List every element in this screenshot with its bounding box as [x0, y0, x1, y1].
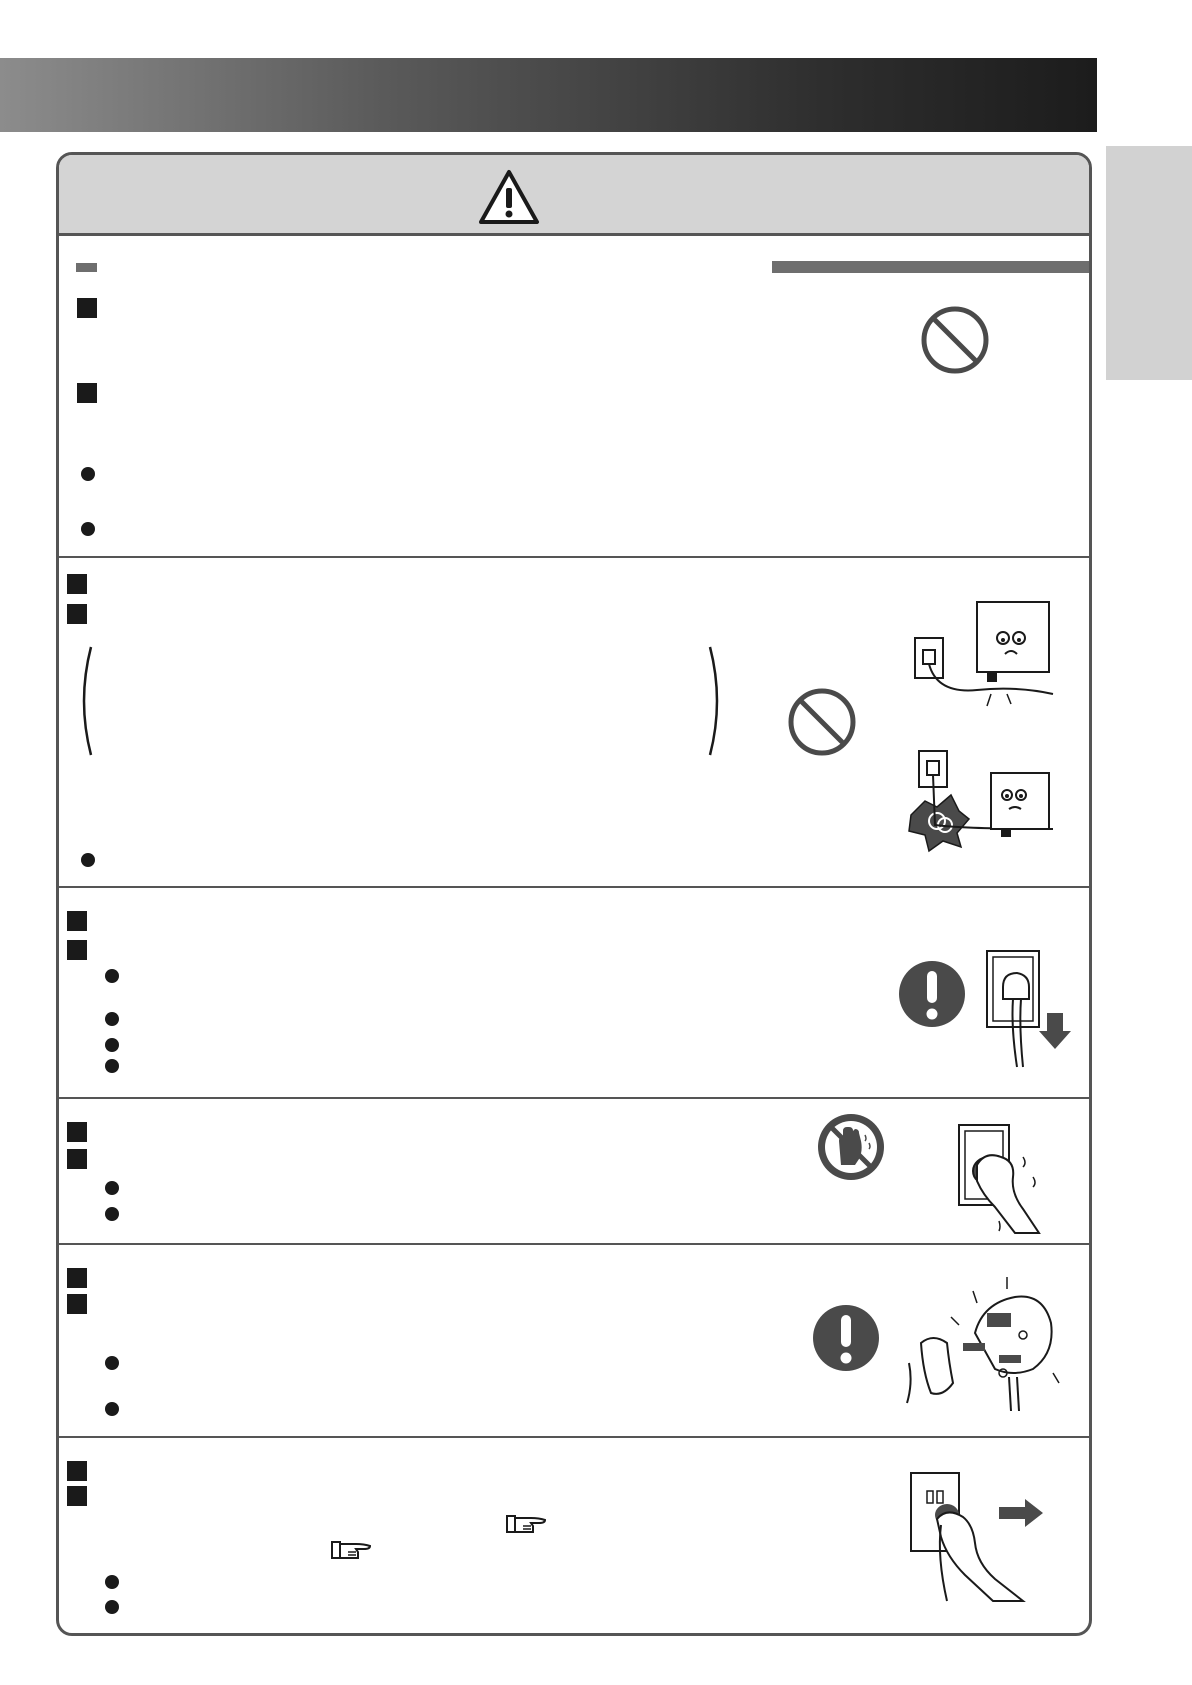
pointing-hand-icon [505, 1512, 547, 1536]
item-bullet-square [77, 383, 97, 403]
section-divider [59, 1243, 1089, 1245]
item-bullet-square [67, 574, 87, 594]
section-heading-bar [772, 261, 1090, 273]
section-marker [76, 263, 97, 272]
note-bullet-dot [105, 1012, 119, 1026]
note-bullet-dot [105, 1207, 119, 1221]
section-divider [59, 1097, 1089, 1099]
note-bullet-dot [81, 467, 95, 481]
page-header-bar [0, 58, 1097, 132]
item-bullet-square [67, 1149, 87, 1169]
note-bullet-dot [81, 853, 95, 867]
wipe-dust-plug-illustration [903, 1273, 1063, 1413]
wet-hand-plug-illustration [955, 1117, 1065, 1237]
close-parenthesis [706, 645, 726, 757]
unplug-downward-illustration [983, 947, 1073, 1077]
note-bullet-dot [105, 1402, 119, 1416]
item-bullet-square [67, 604, 87, 624]
note-bullet-dot [105, 1600, 119, 1614]
note-bullet-dot [105, 1059, 119, 1073]
pull-plug-illustration [907, 1467, 1047, 1607]
mandatory-action-icon [811, 1303, 881, 1373]
prohibition-icon [787, 687, 857, 757]
note-bullet-dot [81, 522, 95, 536]
item-bullet-square [67, 940, 87, 960]
item-bullet-square [67, 1461, 87, 1481]
warning-triangle-icon [477, 168, 541, 226]
item-bullet-square [67, 1294, 87, 1314]
note-bullet-dot [105, 1181, 119, 1195]
item-bullet-square [67, 1486, 87, 1506]
no-wet-hands-icon [815, 1111, 887, 1183]
section-divider [59, 1436, 1089, 1438]
item-bullet-square [77, 298, 97, 318]
item-bullet-square [67, 1268, 87, 1288]
prohibition-icon [920, 305, 990, 375]
note-bullet-dot [105, 1356, 119, 1370]
section-divider [59, 556, 1089, 558]
section-divider [59, 886, 1089, 888]
mandatory-action-icon [897, 959, 967, 1029]
item-bullet-square [67, 1122, 87, 1142]
note-bullet-dot [105, 969, 119, 983]
damaged-cord-appliance [907, 598, 1057, 710]
warning-panel [56, 152, 1092, 1636]
item-bullet-square [67, 911, 87, 931]
warning-panel-header [59, 155, 1089, 236]
note-bullet-dot [105, 1575, 119, 1589]
open-parenthesis [75, 645, 95, 757]
note-bullet-dot [105, 1038, 119, 1052]
pointing-hand-icon [330, 1538, 372, 1562]
bundled-cord-appliance [907, 745, 1057, 857]
side-index-tab [1106, 146, 1192, 380]
